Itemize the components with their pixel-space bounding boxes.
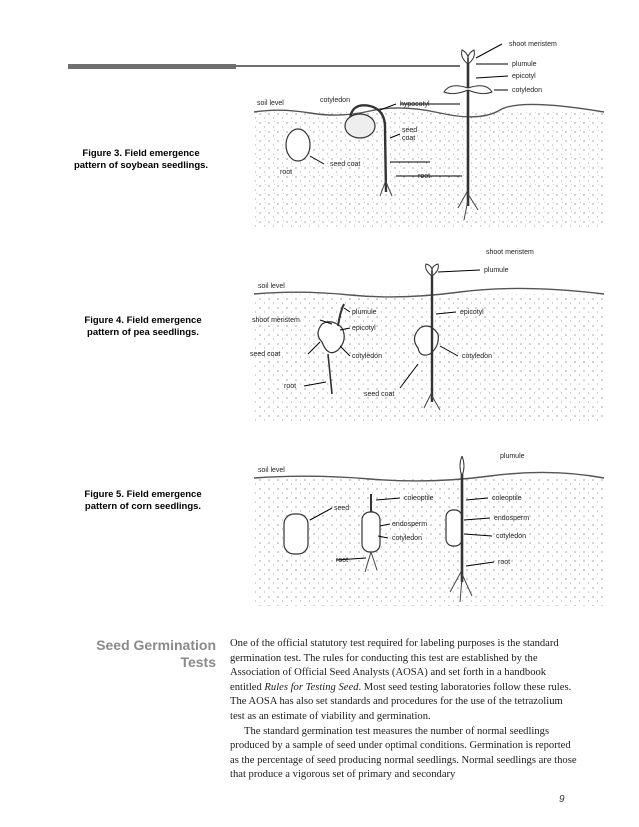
corn-seed (284, 514, 308, 554)
corn-seed-2 (362, 512, 380, 552)
label-cotyledon: cotyledon (352, 353, 382, 360)
section-heading (60, 637, 216, 671)
label-root: root (336, 557, 349, 564)
label-seed-coat-1: seed (402, 127, 418, 134)
figure-4-caption-line2: pattern of pea seedlings. (87, 327, 199, 338)
section-body (230, 637, 578, 783)
label-epicotyl-right: epicotyl (460, 309, 484, 316)
pea-plumule (426, 264, 439, 276)
figure-5-caption-line1: Figure 5. Field emergence (84, 489, 202, 500)
label-epicotyl: epicotyl (352, 325, 376, 332)
label-plumule: plumule (500, 453, 525, 460)
label-endosperm-right: endosperm (494, 515, 530, 522)
label-soil-level: soil level (258, 467, 285, 474)
label-cotyledon-right: cotyledon (462, 353, 492, 360)
header-rule (68, 64, 236, 69)
page-number: 9 (559, 794, 565, 805)
paragraph-1-text: One of the official statutory test required for labeling purposes is the standard germination test. The rules for conducting this test are established by the Association of Official Seed Analysts (AOSA) and set forth in a handbook entitled (230, 638, 559, 693)
section-heading-line2: Tests (180, 654, 216, 670)
paragraph-1-italic-title: Rules for Testing Seed (264, 681, 359, 693)
label-shoot-meristem: shoot meristem (252, 317, 300, 324)
label-root-right: root (418, 173, 431, 180)
figure-3-caption-line1: Figure 3. Field emergence (82, 148, 200, 159)
label-cotyledon: cotyledon (320, 97, 350, 104)
label-seed: seed (334, 505, 350, 512)
paragraph-2: The standard germination test measures the number of normal seedlings produced by a sample of seed under optimal conditions. Germination is reported as the percentage of seed producing normal seedlings. Normal seedlings are those that produce a vigorous set of primary and secondary (230, 725, 577, 781)
arrow (476, 76, 508, 78)
label-plumule-top: plumule (484, 267, 509, 274)
label-cotyledon: cotyledon (392, 535, 422, 542)
corn-seed-3 (446, 510, 462, 546)
label-seed-coat: seed coat (250, 351, 281, 358)
figure-3-soybean-illustration (240, 30, 610, 230)
label-epicotyl: epicotyl (512, 73, 536, 80)
label-shoot-meristem: shoot meristem (509, 41, 557, 48)
arrow (380, 104, 396, 110)
corn-plumule (460, 456, 464, 476)
figure-3-caption (60, 148, 222, 172)
soybean-seed (286, 129, 310, 161)
figure-4-pea-illustration (240, 242, 610, 432)
label-soil-level: soil level (257, 100, 284, 107)
label-shoot-meristem-top: shoot meristem (486, 249, 534, 256)
figure-5-caption-line2: pattern of corn seedlings. (84, 501, 202, 512)
label-seed-coat-lower: seed coat (364, 391, 395, 398)
label-root-right: root (498, 559, 511, 566)
label-seed-coat-2: coat (402, 135, 416, 142)
label-root: root (284, 383, 297, 390)
label-coleoptile-right: coleoptile (492, 495, 522, 502)
arrow (438, 270, 480, 272)
label-soil-level: soil level (258, 283, 285, 290)
figure-4-caption-line1: Figure 4. Field emergence (84, 315, 202, 326)
paragraph-1 (230, 637, 578, 725)
figure-4-caption (64, 315, 222, 339)
soybean-cotyledon (345, 114, 375, 138)
soil-area (254, 294, 604, 424)
figure-3-caption-line2: pattern of soybean seedlings. (73, 160, 209, 171)
label-plumule: plumule (512, 61, 537, 68)
label-root-left: root (280, 169, 293, 176)
section-heading-line1: Seed Germination (96, 637, 216, 653)
label-hypocotyl: hypocotyl (400, 101, 430, 108)
label-seed-coat-lower: seed coat (330, 161, 361, 168)
figure-5-corn-illustration (240, 450, 610, 610)
soil-area (254, 112, 604, 228)
label-cotyledon-right: cotyledon (512, 87, 542, 94)
soybean-plumule (462, 50, 475, 64)
arrow (476, 44, 502, 58)
label-plumule: plumule (352, 309, 377, 316)
label-cotyledon-right: cotyledon (496, 533, 526, 540)
label-coleoptile: coleoptile (404, 495, 434, 502)
label-endosperm: endosperm (392, 521, 428, 528)
paragraph-1-rest: . Most seed testing laboratories follow these rules. The AOSA has also set standards and procedures for the use of the tetrazolium test as an estimate of viability and germination. (230, 681, 572, 722)
figure-5-caption (64, 489, 222, 513)
